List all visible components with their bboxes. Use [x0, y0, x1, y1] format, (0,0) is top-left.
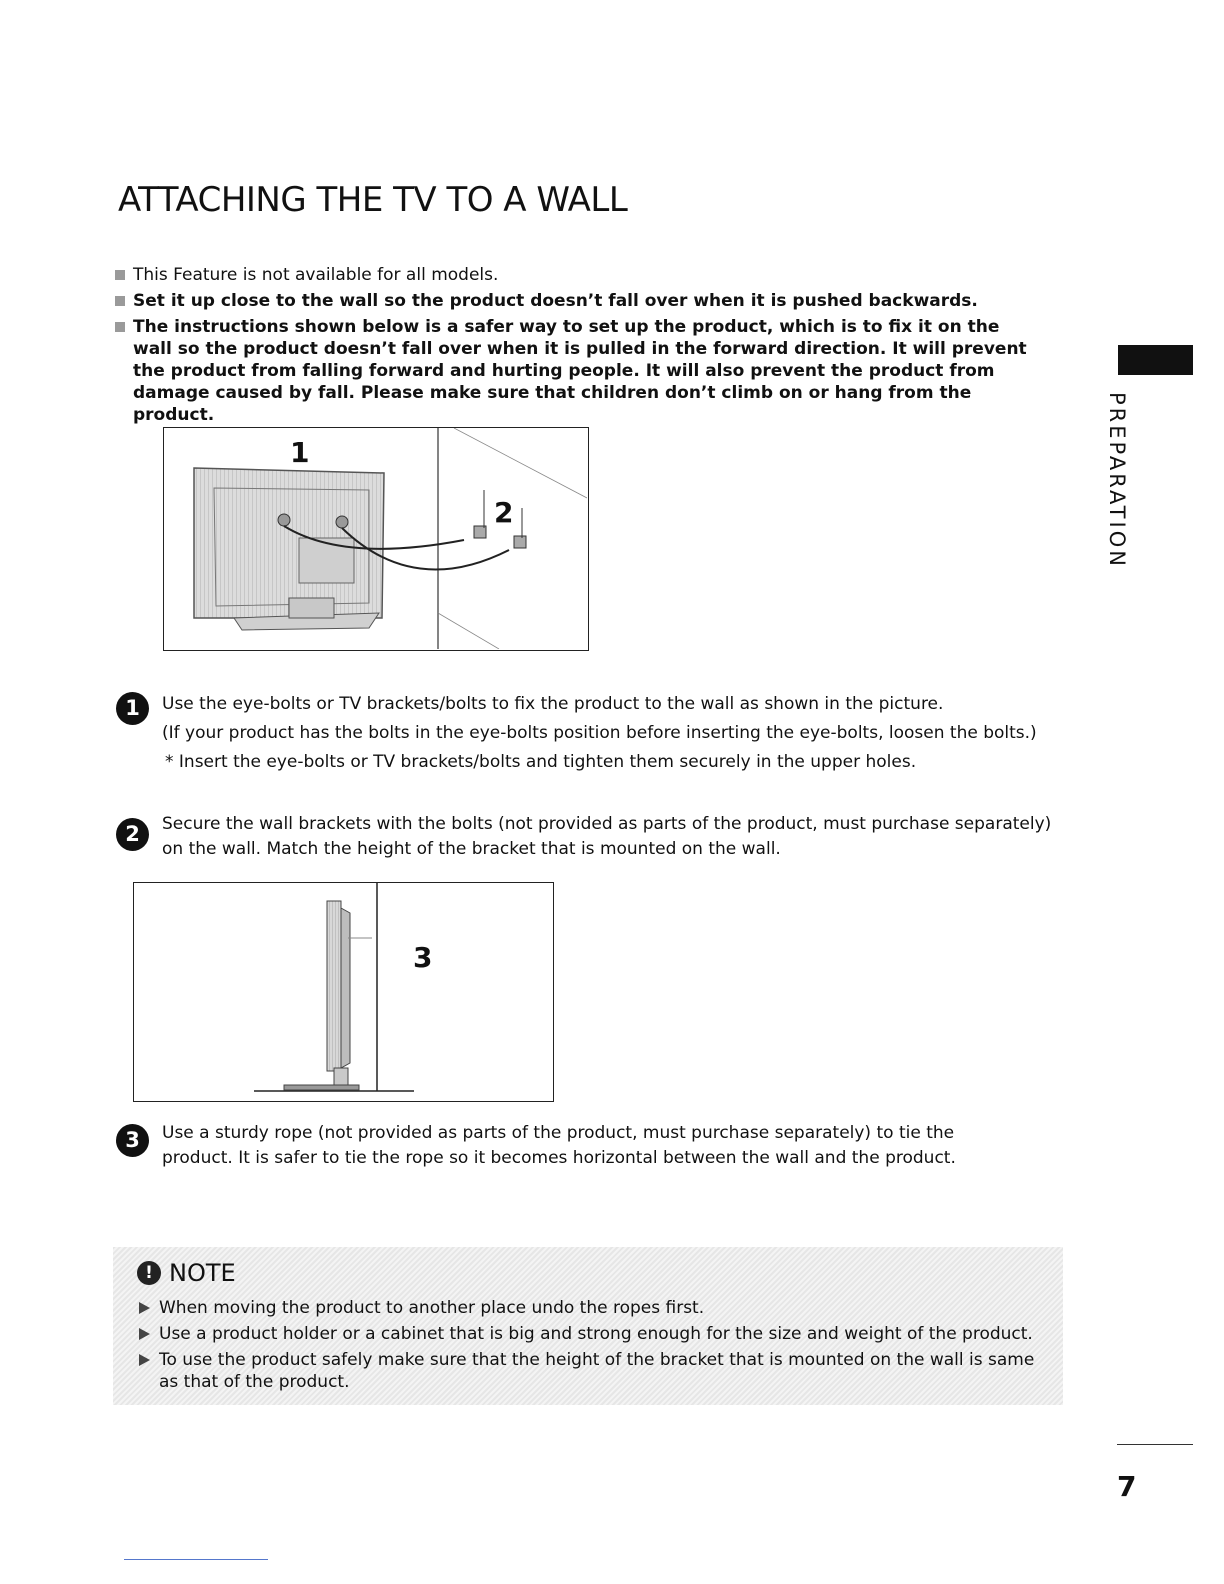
figure-label-2: 2: [494, 496, 514, 529]
note-title: NOTE: [169, 1259, 236, 1287]
note-text: Use a product holder or a cabinet that is big and strong enough for the size and weight of the product.: [159, 1324, 1033, 1344]
bullet-item: [113, 316, 1043, 426]
note-text: When moving the product to another place undo the ropes first.: [159, 1298, 705, 1318]
page-number: 7: [1117, 1470, 1137, 1503]
figure-eye-bolts: [163, 427, 589, 651]
step-line: * Insert the eye-bolts or TV brackets/bolts and tighten them securely in the upper holes.: [165, 752, 917, 772]
section-tab-marker: [1118, 345, 1193, 375]
intro-bullet-list: [113, 264, 1043, 430]
arrow-right-icon: [139, 1354, 150, 1366]
arrow-right-icon: [139, 1328, 150, 1340]
square-bullet-icon: [115, 270, 125, 280]
bullet-text: Set it up close to the wall so the product doesn’t fall over when it is pushed backwards.: [133, 291, 978, 311]
step-line: Use the eye-bolts or TV brackets/bolts to fix the product to the wall as shown in the picture.: [162, 694, 944, 714]
step-number-badge: 1: [116, 692, 149, 725]
bullet-item: [113, 290, 1043, 312]
footer-divider: [1117, 1444, 1193, 1445]
step-number-badge: 2: [116, 818, 149, 851]
note-item: [137, 1349, 1057, 1393]
step-text: Use a sturdy rope (not provided as parts of the product, must purchase separately) to tie the product. It is safer to tie the rope so it becomes horizontal between the wall and the product.: [162, 1123, 956, 1168]
note-item: [137, 1323, 1057, 1345]
note-list: [137, 1297, 1057, 1397]
note-box: [113, 1247, 1063, 1405]
section-label: PREPARATION: [1105, 392, 1129, 569]
note-heading: [137, 1259, 236, 1287]
page-title: ATTACHING THE TV TO A WALL: [118, 180, 628, 220]
tv-side-illustration: [134, 883, 552, 1100]
square-bullet-icon: [115, 322, 125, 332]
step-text: Secure the wall brackets with the bolts (not provided as parts of the product, must purchase separately) on the wall. Match the height of the bracket that is mounted on the wall.: [162, 814, 1052, 859]
step-text: [162, 690, 1062, 777]
square-bullet-icon: [115, 296, 125, 306]
figure-side-view: [133, 882, 554, 1102]
tv-rear-illustration: [164, 428, 587, 649]
note-text: To use the product safely make sure that the height of the bracket that is mounted on the wall is same as that of the product.: [159, 1350, 1035, 1392]
arrow-right-icon: [139, 1302, 150, 1314]
bullet-item: [113, 264, 1043, 286]
step-number-badge: 3: [116, 1124, 149, 1157]
figure-label-3: 3: [413, 941, 433, 974]
figure-label-1: 1: [290, 436, 310, 469]
bottom-rule: [124, 1559, 268, 1560]
note-item: [137, 1297, 1057, 1319]
bullet-text: The instructions shown below is a safer way to set up the product, which is to fix it on the wall so the product doesn’t fall over when it is pulled in the forward direction. It will prevent the product from falling forward and hurting people. It will also prevent the product from damage caused by fall. Please make sure that children don’t climb on or hang from the product.: [133, 317, 1027, 425]
exclamation-icon: !: [137, 1261, 161, 1285]
step-line: (If your product has the bolts in the eye-bolts position before inserting the eye-bolts, loosen the bolts.): [162, 723, 1037, 743]
bullet-text: This Feature is not available for all models.: [133, 265, 499, 285]
